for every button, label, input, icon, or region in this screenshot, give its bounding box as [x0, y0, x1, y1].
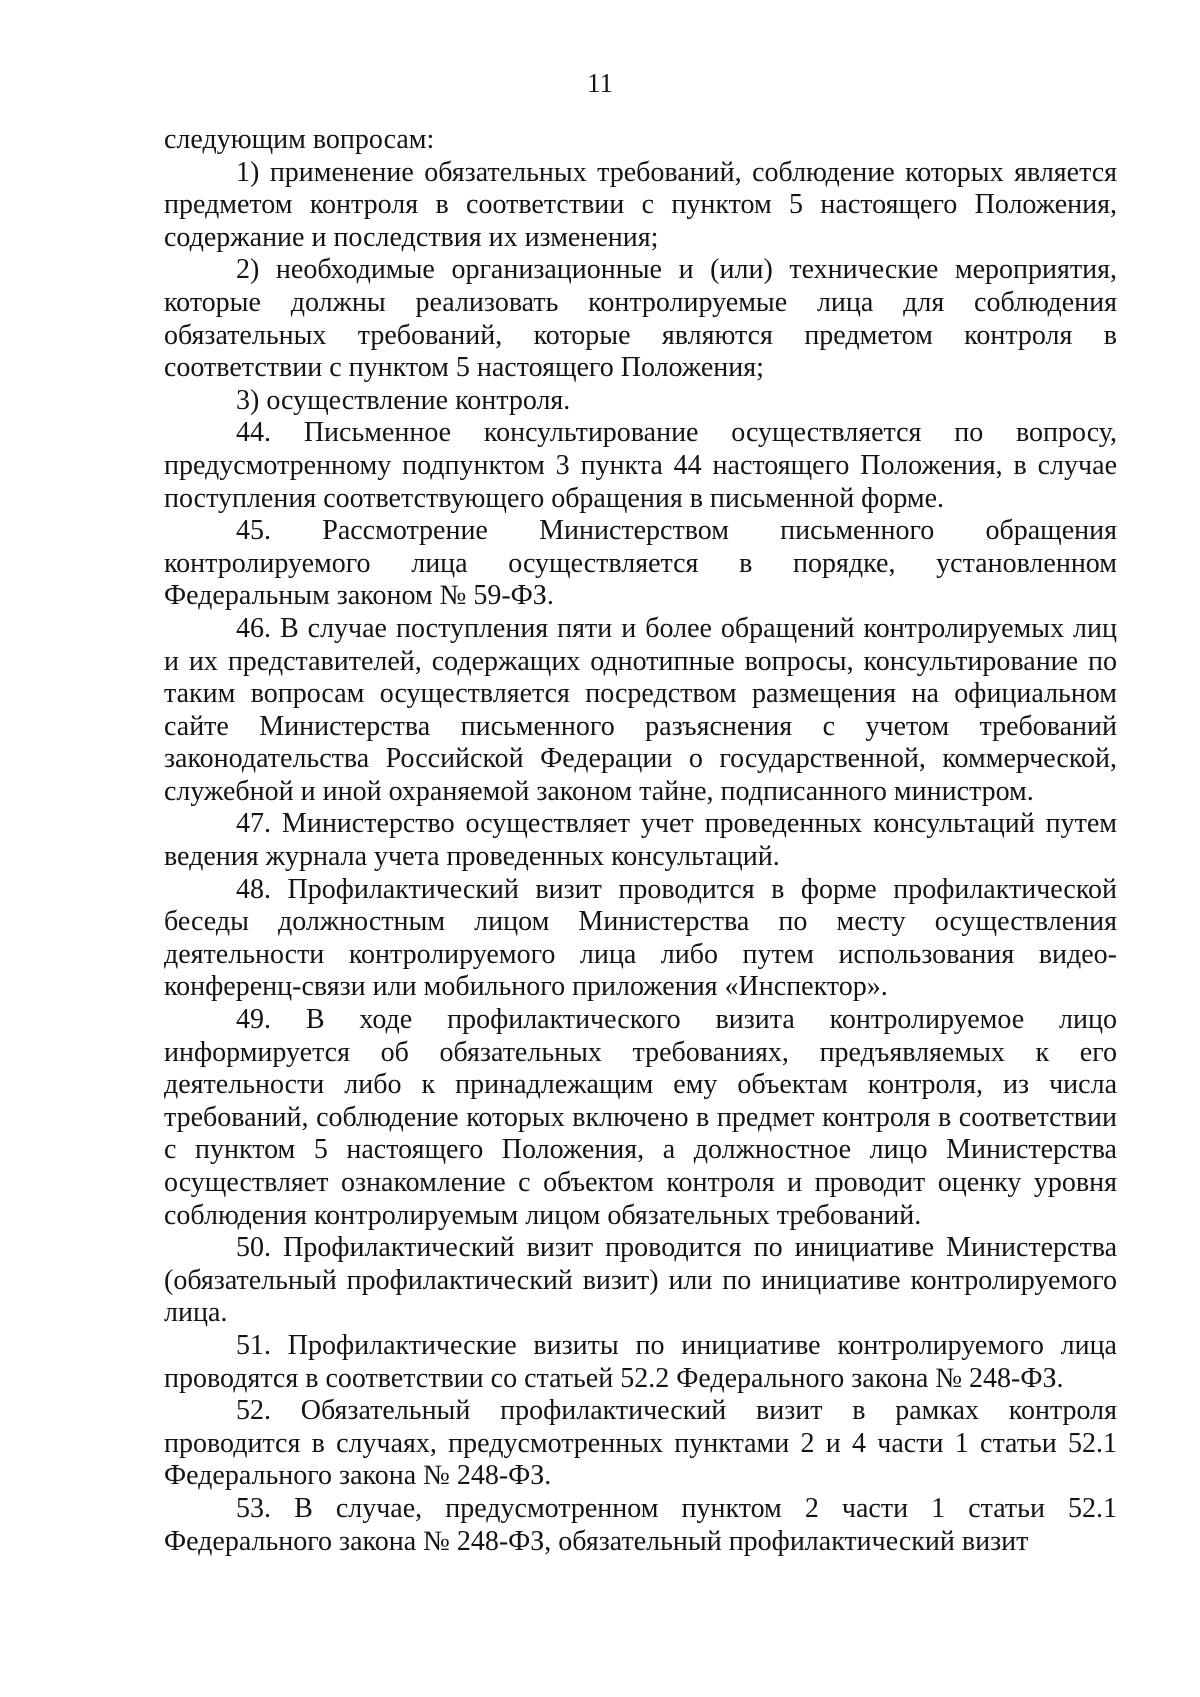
paragraph-52: 52. Обязательный профилактический визит в рамках контроля проводится в случаях, предусмотренных пунктами 2 и 4 части 1 статьи 52.1 Федерального закона № 248-ФЗ. — [164, 1395, 1117, 1492]
paragraph-46: 46. В случае поступления пяти и более обращений контролируемых лиц и их представителей, содержащих однотипные вопросы, консультирование по таким вопросам осуществляется посредством размещения на официальном сайте Министерства письменного разъяснения с учетом требований законодательства Российской Федерации о государственной, коммерческой, служебной и иной охраняемой законом тайне, подписанного министром. — [164, 612, 1117, 807]
document-body — [164, 124, 1117, 1558]
paragraph-item-2: 2) необходимые организационные и (или) технические мероприятия, которые должны реализовать контролируемые лица для соблюдения обязательных требований, которые являются предметом контроля в соответствии с пунктом 5 настоящего Положения; — [164, 254, 1117, 384]
paragraph-48: 48. Профилактический визит проводится в форме профилактической беседы должностным лицом Министерства по месту осуществления деятельности контролируемого лица либо путем использования видео-конференц-связи или мобильного приложения «Инспектор». — [164, 873, 1117, 1003]
paragraph-item-1: 1) применение обязательных требований, соблюдение которых является предметом контроля в соответствии с пунктом 5 настоящего Положения, содержание и последствия их изменения; — [164, 156, 1117, 253]
paragraph-47: 47. Министерство осуществляет учет проведенных консультаций путем ведения журнала учета проведенных консультаций. — [164, 808, 1117, 873]
paragraph-item-3: 3) осуществление контроля. — [236, 384, 571, 416]
paragraph-53: 53. В случае, предусмотренном пунктом 2 части 1 статьи 52.1 Федерального закона № 248-ФЗ, обязательный профилактический визит — [164, 1492, 1117, 1557]
paragraph-49: 49. В ходе профилактического визита контролируемое лицо информируется об обязательных требованиях, предъявляемых к его деятельности либо к принадлежащим ему объектам контроля, из числа требований, соблюдение которых включено в предмет контроля в соответствии с пунктом 5 настоящего Положения, а должностное лицо Министерства осуществляет ознакомление с объектом контроля и проводит оценку уровня соблюдения контролируемым лицом обязательных требований. — [164, 1004, 1117, 1231]
paragraph-45: 45. Рассмотрение Министерством письменного обращения контролируемого лица осуществляется в порядке, установленном Федеральным законом № 59-ФЗ. — [164, 515, 1117, 612]
paragraph-50: 50. Профилактический визит проводится по инициативе Министерства (обязательный профилактический визит) или по инициативе контролируемого лица. — [164, 1232, 1117, 1329]
paragraph-51: 51. Профилактические визиты по инициативе контролируемого лица проводятся в соответствии со статьей 52.2 Федерального закона № 248-ФЗ. — [164, 1329, 1117, 1394]
paragraph-44: 44. Письменное консультирование осуществляется по вопросу, предусмотренному подпунктом 3 пункта 44 настоящего Положения, в случае поступления соответствующего обращения в письменной форме. — [164, 417, 1117, 514]
paragraph-continuation: следующим вопросам: — [164, 124, 435, 155]
page-number: 11 — [587, 68, 613, 98]
